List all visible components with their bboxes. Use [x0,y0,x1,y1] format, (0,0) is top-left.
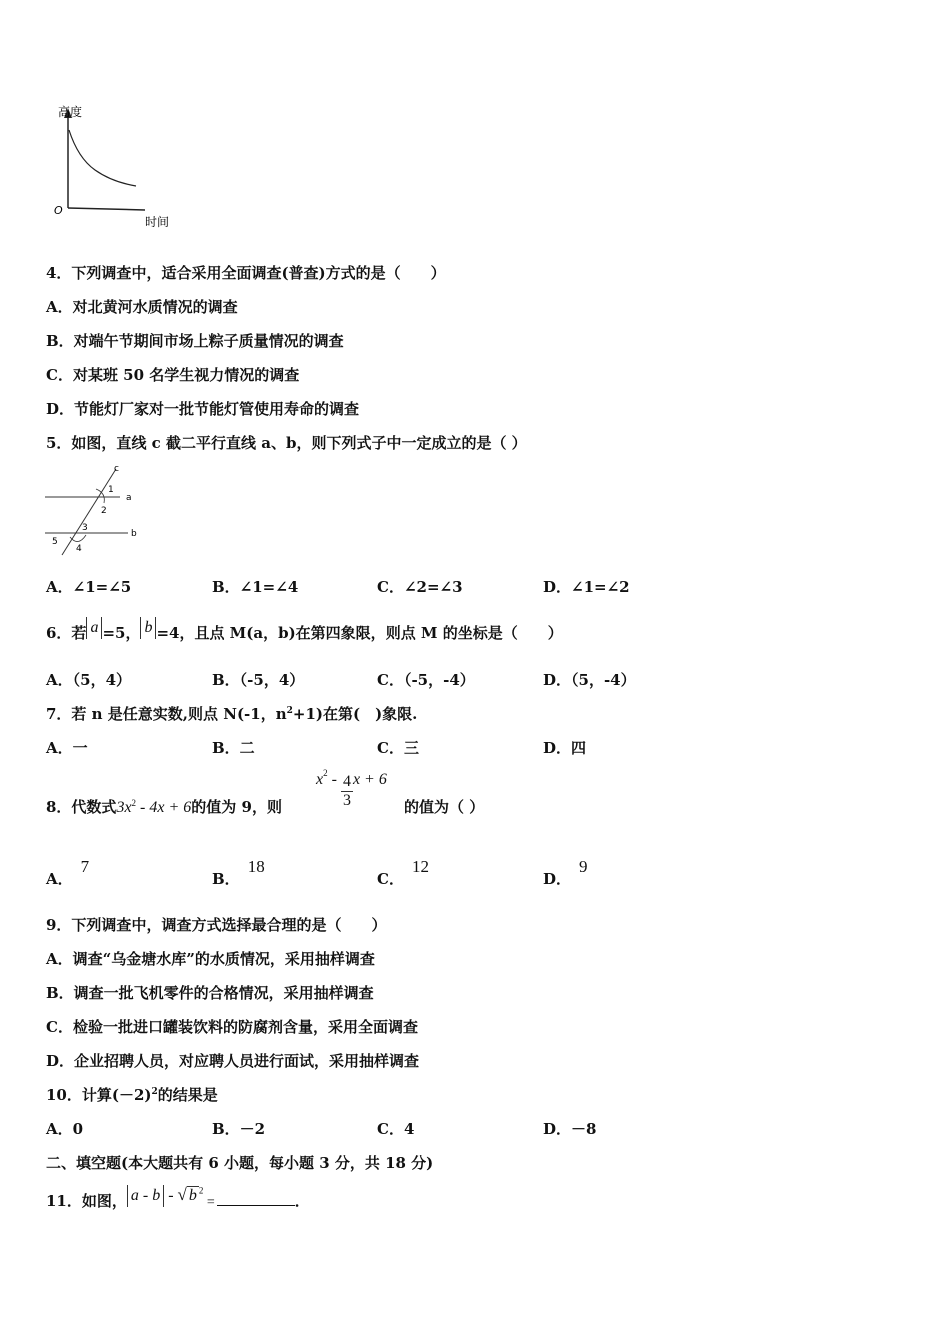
sqrt-b-squared: √ b $^2$ [177,1185,204,1204]
label-c: c [114,464,119,474]
graph-origin: O [54,204,63,217]
decay-graph-figure [50,100,180,235]
q10-option-d: D．－8 [543,1120,597,1138]
parallel-lines-figure [40,463,150,558]
section-2-title: 二、填空题(本大题共有 6 小题，每小题 3 分，共 18 分) [46,1154,434,1172]
q4-stem: 4．下列调查中，适合采用全面调查(普查)方式的是（ ） [46,264,446,282]
line-c [62,469,116,555]
q10-option-b: B．－2 [212,1120,266,1138]
q5-option-d: D．∠1=∠2 [543,578,630,596]
q4-option-b: B．对端午节期间市场上粽子质量情况的调查 [46,332,344,350]
label-b: b [131,529,137,539]
abs-a: a [86,617,102,639]
q7-stem: 7．若 n 是任意实数,则点 N(-1，$n^2+1$)在第( )象限. [46,705,418,723]
q9-option-a: A．调查“乌金塘水库”的水质情况，采用抽样调查 [46,950,375,968]
q5-stem: 5．如图，直线 c 截二平行直线 a、b，则下列式子中一定成立的是（ ） [46,434,527,452]
q5-option-a: A．∠1=∠5 [46,578,132,596]
q8-stem-prefix: 8．代数式$3x^2 - 4x + 6$的值为 9，则 [46,798,282,816]
abs-a-minus-b: a - b [127,1185,164,1207]
label-5: 5 [52,537,58,547]
q7-option-c: C．三 [377,739,419,757]
q9-option-b: B．调查一批飞机零件的合格情况，采用抽样调查 [46,984,374,1002]
q10-option-a: A．0 [46,1120,84,1138]
q4-option-c: C．对某班 50 名学生视力情况的调查 [46,366,300,384]
x-axis [68,208,145,210]
q8-option-b: B．18 [212,857,265,888]
q8-expression: $x^2$ - $\frac{4}{3}$ x + 6 [316,767,387,809]
q5-option-b: B．∠1=∠4 [212,578,299,596]
label-1: 1 [108,485,114,495]
q8-option-a: A．7 [46,857,90,888]
label-2: 2 [101,506,107,516]
q5-option-c: C．∠2=∠3 [377,578,463,596]
q7-option-b: B．二 [212,739,255,757]
q11-stem: 11．如图， a - b - √ b $^2$ = ． [46,1185,310,1210]
fraction-4-3: $\frac{4}{3}$ [342,773,351,809]
q6-option-d: D．（5，-4） [543,671,636,689]
q7-option-a: A．一 [46,739,88,757]
q6-option-b: B．（-5，4） [212,671,305,689]
q10-stem: 10．计算$(-2)^2$的结果是 [46,1086,218,1104]
angle-arc-upper [96,489,104,503]
q9-option-c: C．检验一批进口罐装饮料的防腐剂含量，采用全面调查 [46,1018,418,1036]
q7-option-d: D．四 [543,739,587,757]
decay-curve [69,130,136,186]
label-3: 3 [82,523,88,533]
q4-option-d: D．节能灯厂家对一批节能灯管使用寿命的调查 [46,400,360,418]
graph-ylabel: 高度 [58,105,83,119]
label-a: a [126,493,132,503]
q8-option-d: D．9 [543,857,588,888]
graph-xlabel: 时间 [145,215,170,229]
q6-stem: 6．若 a =5， b =4，且点 M(a，b)在第四象限，则点 M 的坐标是（ ） [46,619,563,642]
q6-option-a: A．（5，4） [46,671,132,689]
q8-option-c: C．12 [377,857,429,888]
q4-option-a: A．对北黄河水质情况的调查 [46,298,238,316]
q6-option-c: C．（-5，-4） [377,671,475,689]
q9-stem: 9．下列调查中，调查方式选择最合理的是（ ） [46,916,387,934]
label-4: 4 [76,544,82,554]
q8-stem-suffix: 的值为（ ） [404,798,485,816]
q10-option-c: C．4 [377,1120,415,1138]
q9-option-d: D．企业招聘人员，对应聘人员进行面试，采用抽样调查 [46,1052,420,1070]
abs-b: b [140,617,156,639]
answer-blank[interactable] [217,1191,295,1206]
